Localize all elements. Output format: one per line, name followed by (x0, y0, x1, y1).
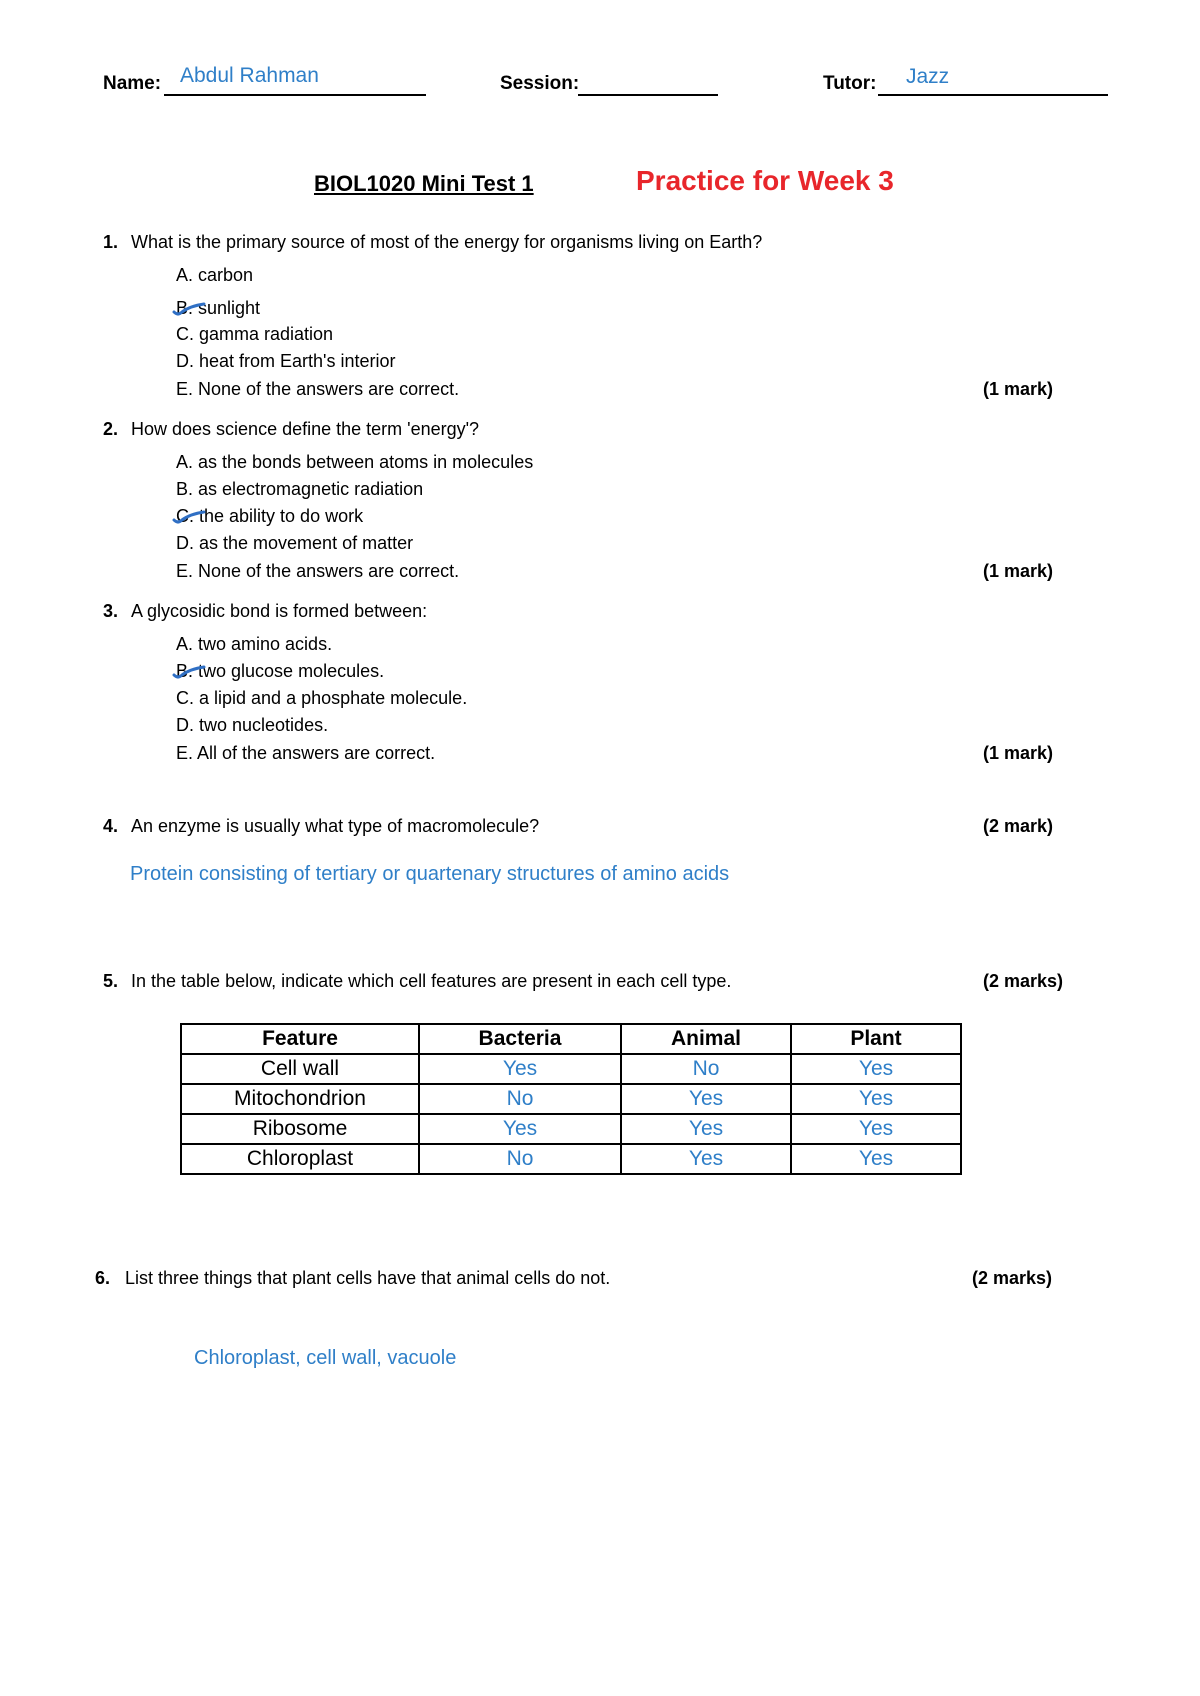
row-label: Ribosome (181, 1114, 419, 1144)
answer-cell[interactable]: Yes (791, 1084, 961, 1114)
q2-number: 2. (103, 419, 119, 439)
q3-option-b[interactable]: B. two glucose molecules. (176, 661, 385, 681)
q2-marks: (1 mark) (983, 561, 1054, 581)
q1-option-d[interactable]: D. heat from Earth's interior (176, 351, 396, 371)
q3-option-c[interactable]: C. a lipid and a phosphate molecule. (176, 688, 468, 708)
q3-option-a[interactable]: A. two amino acids. (176, 634, 333, 654)
q4-answer[interactable]: Protein consisting of tertiary or quartenary structures of amino acids (130, 863, 730, 885)
q1-option-a[interactable]: A. carbon (176, 265, 254, 285)
q2-option-e[interactable]: E. None of the answers are correct. (176, 561, 460, 581)
cell-feature-table (180, 1023, 962, 1175)
q1-option-c[interactable]: C. gamma radiation (176, 324, 334, 344)
q4-text: An enzyme is usually what type of macromolecule? (131, 816, 540, 836)
col-header-feature: Feature (181, 1024, 419, 1054)
name-value[interactable]: Abdul Rahman (180, 64, 319, 87)
q3-option-d[interactable]: D. two nucleotides. (176, 715, 329, 735)
q5-number: 5. (103, 971, 119, 991)
q3-number: 3. (103, 601, 119, 621)
q1-option-e[interactable]: E. None of the answers are correct. (176, 379, 460, 399)
row-label: Mitochondrion (181, 1084, 419, 1114)
q1-number: 1. (103, 232, 119, 252)
table-row (181, 1084, 961, 1114)
q1-marks: (1 mark) (983, 379, 1054, 399)
col-header-bacteria: Bacteria (419, 1024, 621, 1054)
table-row (181, 1054, 961, 1084)
q4-marks: (2 mark) (983, 816, 1054, 836)
q3-answer-tick-icon (172, 663, 206, 681)
name-label: Name: (103, 73, 162, 94)
answer-cell[interactable]: No (419, 1144, 621, 1174)
q6-answer[interactable]: Chloroplast, cell wall, vacuole (194, 1347, 457, 1369)
answer-cell[interactable]: Yes (621, 1114, 791, 1144)
q1-option-b[interactable]: B. sunlight (176, 298, 261, 318)
q2-text: How does science define the term 'energy'? (131, 419, 480, 439)
q6-text: List three things that plant cells have that animal cells do not. (125, 1268, 611, 1288)
answer-cell[interactable]: Yes (419, 1114, 621, 1144)
table-row (181, 1114, 961, 1144)
tutor-value[interactable]: Jazz (906, 65, 950, 88)
answer-cell[interactable]: No (419, 1084, 621, 1114)
session-line (578, 94, 718, 96)
q3-marks: (1 mark) (983, 743, 1054, 763)
q4-number: 4. (103, 816, 119, 836)
col-header-animal: Animal (621, 1024, 791, 1054)
q2-answer-tick-icon (172, 508, 206, 526)
answer-cell[interactable]: Yes (621, 1144, 791, 1174)
tutor-line (878, 94, 1108, 96)
q1-text: What is the primary source of most of the energy for organisms living on Earth? (131, 232, 763, 252)
q1-answer-tick-icon (172, 300, 206, 318)
table-row (181, 1144, 961, 1174)
table-header-row (181, 1024, 961, 1054)
answer-cell[interactable]: Yes (419, 1054, 621, 1084)
row-label: Chloroplast (181, 1144, 419, 1174)
col-header-plant: Plant (791, 1024, 961, 1054)
q5-marks: (2 marks) (983, 971, 1064, 991)
page-subtitle: Practice for Week 3 (636, 165, 894, 196)
answer-cell[interactable]: Yes (621, 1084, 791, 1114)
name-line (164, 94, 426, 96)
q2-option-d[interactable]: D. as the movement of matter (176, 533, 414, 553)
answer-cell[interactable]: Yes (791, 1114, 961, 1144)
q6-marks: (2 marks) (972, 1268, 1053, 1288)
q2-option-b[interactable]: B. as electromagnetic radiation (176, 479, 424, 499)
page-title: BIOL1020 Mini Test 1 (314, 171, 534, 196)
answer-cell[interactable]: Yes (791, 1144, 961, 1174)
q3-option-e[interactable]: E. All of the answers are correct. (176, 743, 436, 763)
q2-option-c[interactable]: C. the ability to do work (176, 506, 364, 526)
answer-cell[interactable]: No (621, 1054, 791, 1084)
q2-option-a[interactable]: A. as the bonds between atoms in molecules (176, 452, 534, 472)
q5-text: In the table below, indicate which cell features are present in each cell type. (131, 971, 732, 991)
q6-number: 6. (95, 1268, 111, 1288)
tutor-label: Tutor: (823, 73, 877, 94)
q3-text: A glycosidic bond is formed between: (131, 601, 428, 621)
session-label: Session: (500, 73, 580, 94)
answer-cell[interactable]: Yes (791, 1054, 961, 1084)
row-label: Cell wall (181, 1054, 419, 1084)
